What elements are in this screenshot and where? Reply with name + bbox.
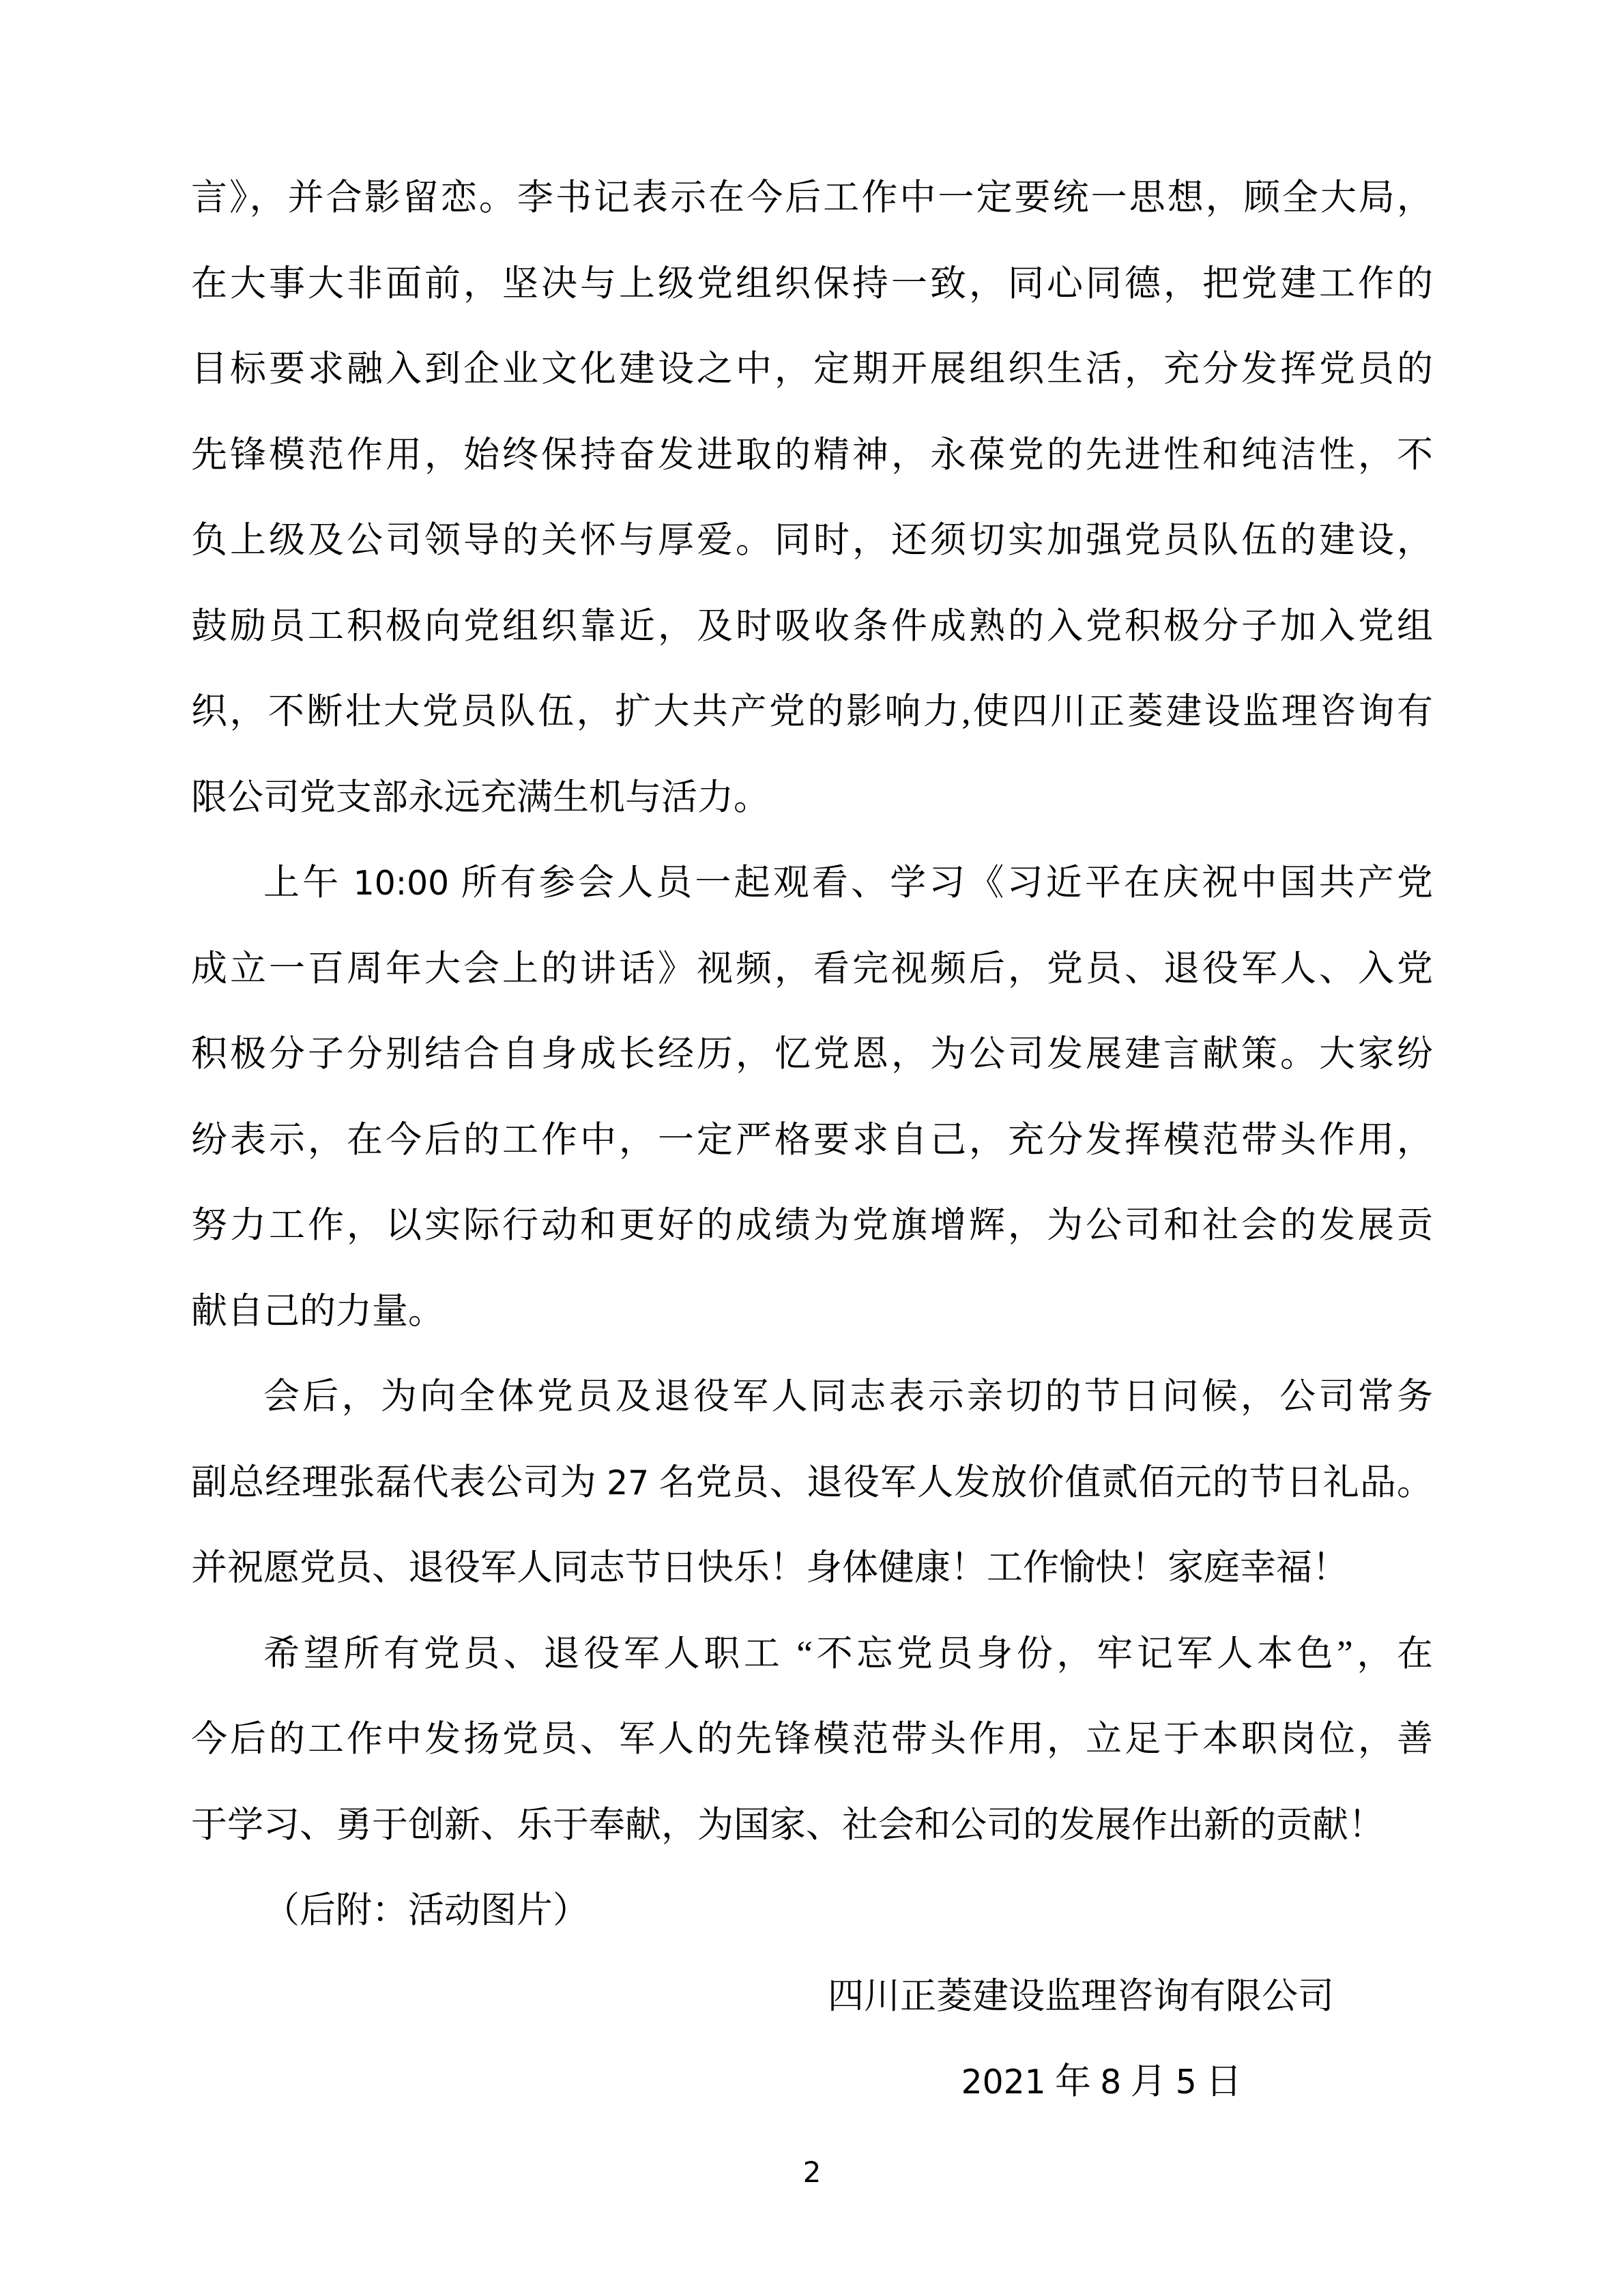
paragraph xyxy=(191,1868,1433,1954)
text-line: 献自己的力量。 xyxy=(191,1291,444,1331)
paragraph xyxy=(191,1354,1433,1612)
text-line: 今后的工作中发扬党员、军人的先锋模范带头作用，立足于本职岗位，善 xyxy=(191,1719,1433,1759)
text-line: 上午 10:00 所有参会人员一起观看、学习《习近平在庆祝中国共产党 xyxy=(263,863,1434,903)
text-line: 希望所有党员、退役军人职工 “不忘党员身份，牢记军人本色”，在 xyxy=(263,1633,1433,1674)
text-line: 于学习、勇于创新、乐于奉献，为国家、社会和公司的发展作出新的贡献！ xyxy=(191,1805,1384,1845)
text-line: 负上级及公司领导的关怀与厚爱。同时，还须切实加强党员队伍的建设， xyxy=(191,521,1433,560)
text-line: 努力工作，以实际行动和更好的成绩为党旗增辉，为公司和社会的发展贡 xyxy=(191,1206,1433,1245)
text-line: 成立一百周年大会上的讲话》视频，看完视频后，党员、退役军人、入党 xyxy=(191,948,1433,989)
company-signature xyxy=(191,1954,1433,2040)
latin-number: 2021 xyxy=(961,2063,1046,2102)
paragraph xyxy=(191,1612,1433,1869)
text-line: 纷表示，在今后的工作中，一定严格要求自己，充分发挥模范带头作用， xyxy=(191,1120,1433,1160)
text-line: 鼓励员工积极向党组织靠近，及时吸收条件成熟的入党积极分子加入党组 xyxy=(191,606,1433,646)
text-line: 副总经理张磊代表公司为 27 名党员、退役军人发放价值贰佰元的节日礼品。 xyxy=(191,1462,1434,1502)
text-line: 并祝愿党员、退役军人同志节日快乐！身体健康！工作愉快！家庭幸福！ xyxy=(191,1548,1348,1588)
text-line: （后附：活动图片） xyxy=(263,1891,589,1930)
latin-number: 8 xyxy=(1100,2063,1122,2102)
paragraph xyxy=(191,156,1433,841)
text-line: 2021 年 8 月 5 日 xyxy=(961,2062,1242,2102)
text-line: 积极分子分别结合自身成长经历，忆党恩，为公司发展建言献策。大家纷 xyxy=(191,1034,1433,1074)
text-line: 先锋模范作用，始终保持奋发进取的精神，永葆党的先进性和纯洁性，不 xyxy=(191,435,1433,475)
text-line: 目标要求融入到企业文化建设之中，定期开展组织生活，充分发挥党员的 xyxy=(191,349,1433,389)
paragraph xyxy=(191,841,1433,1354)
text-line: 会后，为向全体党员及退役军人同志表示亲切的节日问候，公司常务 xyxy=(263,1377,1433,1416)
latin-number: 27 xyxy=(607,1464,650,1502)
signature-date xyxy=(191,2039,1433,2125)
document-body xyxy=(191,156,1433,2125)
text-line: 织，不断壮大党员队伍，扩大共产党的影响力,使四川正菱建设监理咨询有 xyxy=(191,692,1433,731)
page-number: 2 xyxy=(802,2155,822,2189)
text-line: 四川正菱建设监理咨询有限公司 xyxy=(828,1976,1334,2016)
text-line: 限公司党支部永远充满生机与活力。 xyxy=(191,777,770,817)
text-line: 在大事大非面前，坚决与上级党组织保持一致，同心同德，把党建工作的 xyxy=(191,263,1433,304)
text-line: 言》，并合影留恋。李书记表示在今后工作中一定要统一思想，顾全大局， xyxy=(191,178,1433,218)
latin-number: 10:00 xyxy=(353,864,450,903)
latin-number: 5 xyxy=(1175,2063,1197,2102)
